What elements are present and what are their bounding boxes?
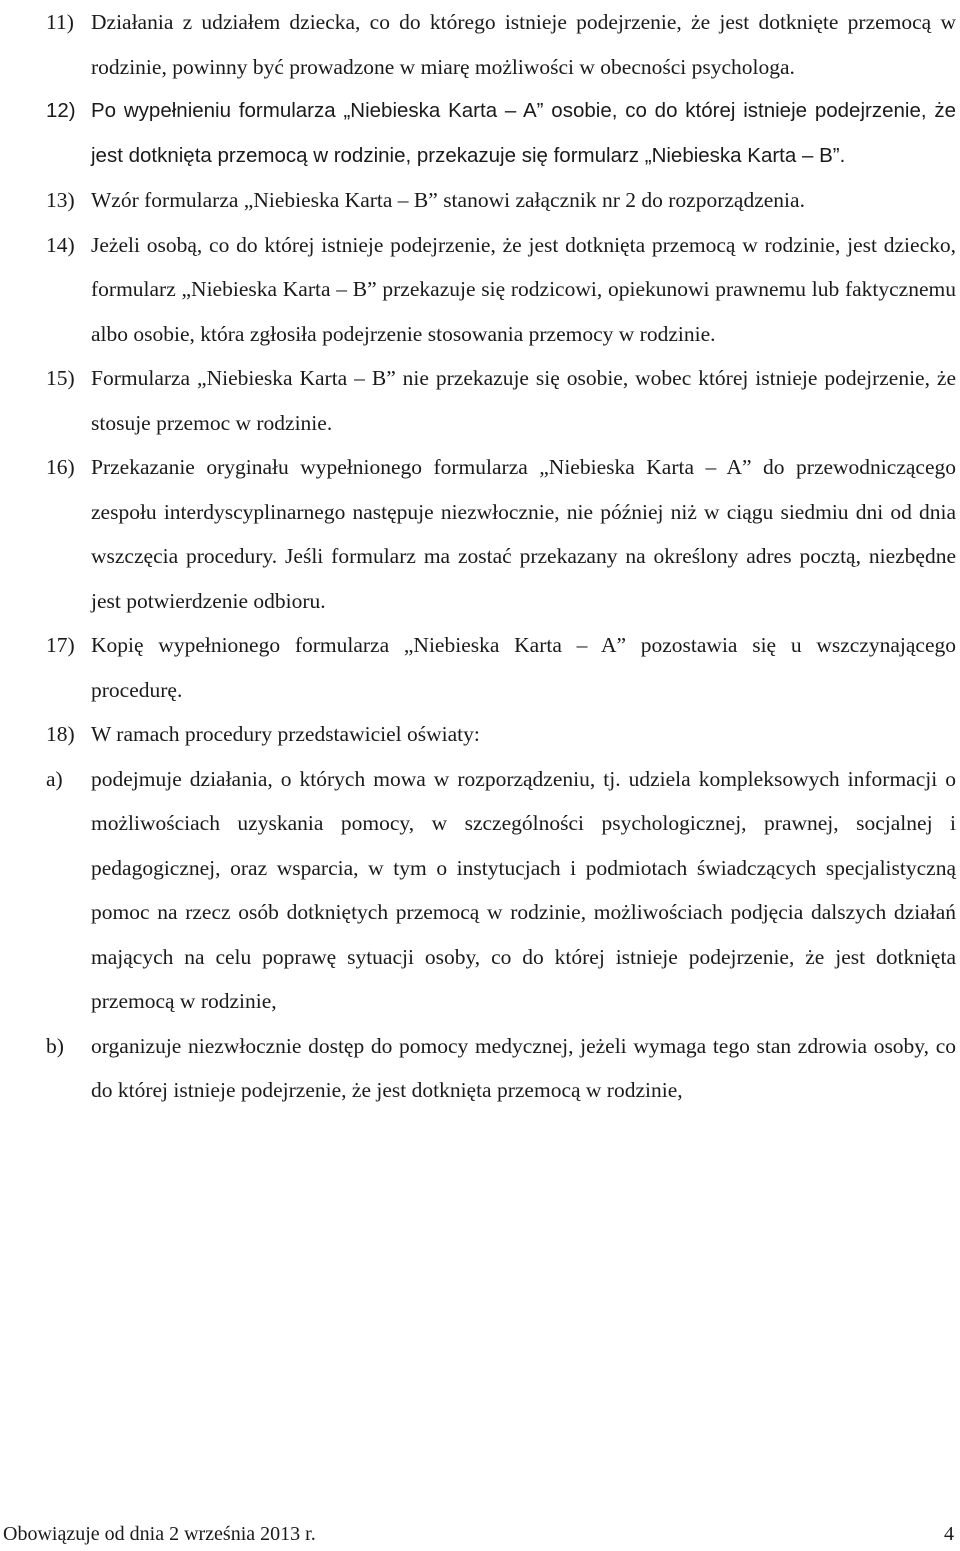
document-body: [46, 0, 956, 1113]
item-text: Kopię wypełnionego formularza „Niebieska Karta – A” pozostawia się u wszczynającego procedurę.: [91, 633, 956, 702]
list-item: [46, 0, 956, 89]
item-number: 11): [46, 10, 74, 34]
item-text: W ramach procedury przedstawiciel oświaty:: [91, 722, 480, 746]
item-letter: a): [46, 766, 63, 791]
item-text: Jeżeli osobą, co do której istnieje podejrzenie, że jest dotknięta przemocą w rodzinie, jest dziecko, formularz „Niebieska Karta – B” przekazuje się rodzicowi, opiekunowi prawnemu lub faktycznemu albo osobie, która zgłosiła podejrzenie stosowania przemocy w rodzinie.: [91, 232, 956, 346]
item-text: Po wypełnieniu formularza „Niebieska Karta – A” osobie, co do której istnieje podejrzenie, że jest dotknięta przemocą w rodzinie, przekazuje się formularz „Niebieska Karta – B”.: [91, 99, 956, 167]
item-text: Działania z udziałem dziecka, co do którego istnieje podejrzenie, że jest dotknięte przemocą w rodzinie, powinny być prowadzone w miarę możliwości w obecności psychologa.: [91, 10, 956, 79]
list-item: [46, 712, 956, 757]
list-item: [46, 178, 956, 223]
page-number: 4: [944, 1523, 954, 1545]
page-footer: [3, 1521, 954, 1547]
item-text: Formularza „Niebieska Karta – B” nie przekazuje się osobie, wobec której istnieje podejrzenie, że stosuje przemoc w rodzinie.: [91, 366, 956, 435]
item-text: organizuje niezwłocznie dostęp do pomocy medycznej, jeżeli wymaga tego stan zdrowia osoby, co do której istnieje podejrzenie, że jest dotknięta przemocą w rodzinie,: [91, 1033, 956, 1102]
item-text: Przekazanie oryginału wypełnionego formularza „Niebieska Karta – A” do przewodniczącego zespołu interdyscyplinarnego następuje niezwłocznie, nie później niż w ciągu siedmiu dni od dnia wszczęcia procedury. Jeśli formularz ma zostać przekazany na określony adres pocztą, niezbędne jest potwierdzenie odbioru.: [91, 455, 956, 613]
item-letter: b): [46, 1033, 64, 1058]
list-item: [46, 445, 956, 623]
item-number: 15): [46, 366, 75, 390]
item-number: 14): [46, 232, 75, 257]
item-number: 13): [46, 188, 75, 212]
item-number: 17): [46, 633, 75, 657]
item-number: 16): [46, 455, 75, 479]
item-number: 18): [46, 722, 75, 746]
item-text: Wzór formularza „Niebieska Karta – B” stanowi załącznik nr 2 do rozporządzenia.: [91, 188, 805, 212]
list-item: [46, 623, 956, 712]
effective-date-text: Obowiązuje od dnia 2 września 2013 r.: [3, 1523, 316, 1545]
sub-list-item: [46, 1024, 956, 1113]
list-item: [46, 223, 956, 357]
sub-list-item: [46, 757, 956, 1024]
list-item: [46, 356, 956, 445]
list-item: [46, 89, 956, 178]
item-text: podejmuje działania, o których mowa w rozporządzeniu, tj. udziela kompleksowych informacji o możliwościach uzyskania pomocy, w szczególności psychologicznej, prawnej, socjalnej i pedagogicznej, oraz wsparcia, w tym o instytucjach i podmiotach świadczących specjalistyczną pomoc na rzecz osób dotkniętych przemocą w rodzinie, możliwościach podjęcia dalszych działań mających na celu poprawę sytuacji osoby, co do której istnieje podejrzenie, że jest dotknięta przemocą w rodzinie,: [91, 766, 956, 1013]
item-number: 12): [46, 99, 76, 122]
